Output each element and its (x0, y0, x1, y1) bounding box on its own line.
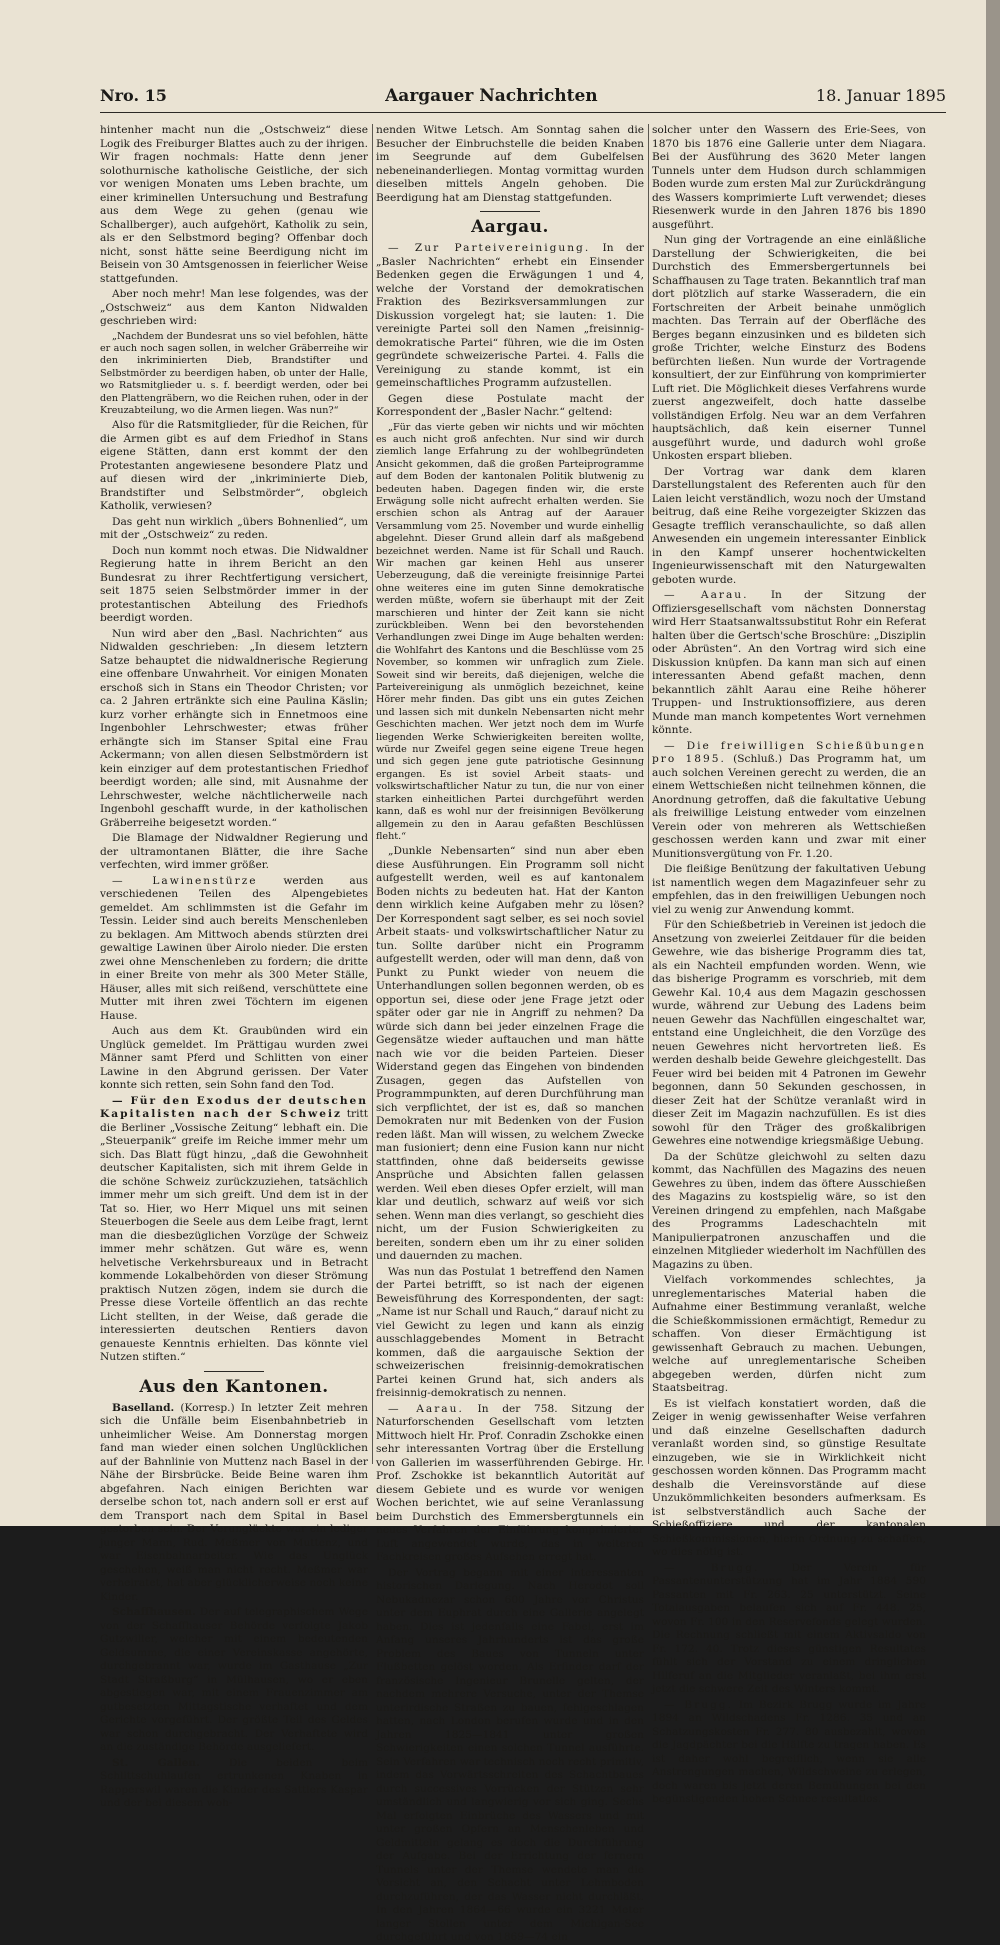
news-item (100, 1757, 368, 1811)
paragraph: Nun ging der Vortragende an eine einläßliche Darstellung der Schwierigkeiten, die bei Durchstich des Emmersbergertunnels bei Schaffhausen zu Tage traten. Bekanntlich traf man dort plötzlich auf starke Wasseradern, die ein Fortschreiten der Arbeit beinahe unmöglich machten. Das Terrain auf der Oberfläche des Berges begann einzusinken und es bildeten sich große Trichter, welche Einsturz des Bodens befürchten ließen. Nun wurde der Vortragende konsultiert, der zur Einführung von komprimierter Luft riet. Die Möglichkeit dieses Verfahrens wurde zuerst angezweifelt, doch hatte dasselbe vollständigen Erfolg. Neu war an dem Verfahren hauptsächlich, daß kein eiserner Tunnel ausgeführt wurde, und dadurch wohl große Unkosten erspart blieben. (652, 234, 926, 462)
paragraph: Der Vortrag begann mit einer interessanten historischen Darlegung. Nach Herodot soll Nebukadnezar schon 600 Jahre vor Christus unter dem Euphrat durch eine Gallerie angelegt haben. Dies ist jedenfalls eine Fabel, erst im Anfang unseres Jahrhunderts ist das große Problem des Baues von Tunneln unter Flußbetten gelöst worden. Als Erfinder darf der französische Ingenieur Brunelle gelten, der nachdem mehrere Versuche, unter der Themse unterirdische Straßen zu bauen, fehlgeschlagen hatten, nach London berufen wurde und in den Jahren 1825—1841 unter großen Schwierigkeiten einen solchen Tunnel ausführte. Sein Verfahren war technisch noch recht primitiv, indem das Vorwärtsschreiten des Schachtbaues durch successives Vorrücken der Stützen sehr umständlich und langwierig vor sich ging. Sechs Mal erfolgten Einbrüche des Wassers und mit unter großen Opfern an Menschenleben und Geldmitteln gelang es doch die Durchführung der Aufgabe. Bei der Errichtung der fernern Tunnels unter der Themse wendete man die Vorsicht an, den Schacht unter Lehmboden durchzuführen, der das Wasser nicht durchläßt. In den Jahren 1864—66 wurde ein 3221 Meter langer Stollen unter dem Michigan-See durchgeführt und von 1869—74 ein (376, 1566, 645, 1944)
item-text: Die beiden beim Schlittschuhlaufen ertrunkenen Knaben in Rapperswil waren die Kinder des Sattlers Kaspar und der bei diesem woh- (100, 1756, 369, 1810)
scan-edge (986, 0, 1000, 1526)
paragraph: Da der Schütze gleichwohl zu selten dazu kommt, das Nachfüllen des Magazins des neuen Gewehres zu üben, indem das öftere Ausschießen des Magazins zu kostspielig wäre, so ist den Vereinen dringend zu empfehlen, nach Maßgabe des Programms Ladeschachteln mit Manipulierpatronen anzuschaffen und die einzelnen Mitglieder wiederholt im Nachfüllen des Magazins zu üben. (652, 1150, 926, 1271)
item-lead: St. Gallen. (112, 1756, 200, 1769)
paragraph: Die Blamage der Nidwaldner Regierung und der ultramontanen Blätter, die ihre Sache verfechten, wird immer größer. (100, 832, 368, 872)
quote-paragraph: „Für das vierte geben wir nichts und wir möchten es auch nicht groß anfechten. Nur sind wir durch ziemlich lange Erfahrung zu der wohlbegründeten Ansicht gekommen, daß die großen Parteiprogramme auf dem Boden der kantonalen Politik blutwenig zu bedeuten haben. Dagegen finden wir, die erste Erwägung solle nicht aufrecht erhalten werden. Sie erschien schon als Antrag auf der Aarauer Versammlung vom 25. November und wurde einhellig abgelehnt. Dieser Grund allein darf als maßgebend bezeichnet werden. Name ist für Schall und Rauch. Wir machen gar keinen Hehl aus unserer Ueberzeugung, daß die vereinigte freisinnige Partei ohne weiteres eine im guten Sinne demokratische werden müßte, wofern sie überhaupt mit der Zeit marschieren und hinter der Zeit kann sie nicht zurückbleiben. Wenn bei den bevorstehenden Verhandlungen zwei Dinge im Auge behalten werden: die Wohlfahrt des Kantons und die Beschlüsse vom 25 November, so kommen wir unfraglich zum Ziele. Soweit sind wir bereits, daß diejenigen, welche die Parteivereinigung als unmöglich bezeichnet, keine Hörer mehr finden. Das gibt uns ein gutes Zeichen und lassen sich mit dunkeln Nebensarten nicht mehr Geschichten machen. Wer jetzt noch dem im Wurfe liegenden Werke Schwierigkeiten bereiten wollte, würde nur Zweifel gegen seine eigene Treue hegen und sich gegen jene gute patriotische Gesinnung ergangen. Es ist soviel Arbeit staats- und volkswirtschaftlicher Natur zu tun, die nur von einer starken einheitlichen Partei durchgeführt werden kann, daß es wohl nur der freisinnigen Bevölkerung allgemein zu den in Aarau gefaßten Beschlüssen fleht.“ (376, 421, 644, 842)
item-text: In der Sitzung der Offiziersgesellschaft vom nächsten Donnerstag wird Herr Staatsanwaltssubstitut Rohr ein Referat halten über die Gertsch'sche Broschüre: „Disziplin oder Abrüsten“. An den Vortrag wird sich eine Diskussion knüpfen. Da kann man sich auf einen interessanten Abend gefaßt machen, denn bekanntlich zählt Aarau eine Reihe höherer Truppen- und Instruktionsoffiziere, aus deren Munde man manch kompetentes Wort vernehmen könnte. (652, 589, 926, 736)
news-item (100, 1402, 368, 1605)
paragraph: Auch aus dem Kt. Graubünden wird ein Unglück gemeldet. Im Prättigau wurden zwei Männer samt Pferd und Schlitten von einer Lawine in den Abgrund gerissen. Der Vater konnte sich retten, sein Sohn fand den Tod. (100, 1025, 368, 1092)
newspaper-title: Aargauer Nachrichten (385, 86, 598, 106)
paragraph: Die fleißige Benützung der fakultativen Uebung ist namentlich wegen dem Magazinfeuer sehr zu empfehlen, das in den freiwilligen Uebungen noch viel zu wenig zur Anwendung kommt. (652, 863, 926, 916)
paragraph: Aber noch mehr! Man lese folgendes, was der „Ostschweiz“ aus dem Kanton Nidwalden geschrieben wird: (100, 288, 368, 327)
news-item (376, 242, 644, 391)
quote-paragraph: „Nachdem der Bundesrat uns so viel befohlen, hätte er auch noch sagen sollen, in welcher Gräberreihe wir den inkriminierten Dieb, Brandstifter und Selbstmörder zu beerdigen haben, ob unter der Halle, wo Ratsmitglieder u. s. f. beerdigt werden, oder bei den Plattengräbern, wo die Reichen ruhen, oder in der Kreuzabteilung, wo die Armen liegen. Was nun?“ (100, 330, 368, 416)
column-divider (648, 124, 649, 1464)
paragraph: solcher unter den Wassern des Erie-Sees, von 1870 bis 1876 eine Gallerie unter dem Niagara. Bei der Ausführung des 3620 Meter langen Tunnels unter dem Hudson durch schlammigen Boden wurde zum ersten Mal zur Zurückdrängung des Wassers komprimierte Luft verwendet; dieses Riesenwerk wurde in den Jahren 1876 bis 1890 ausgeführt. (652, 124, 926, 231)
issue-date: 18. Januar 1895 (815, 86, 946, 105)
paragraph: Für den Schießbetrieb in Vereinen ist jedoch die Ansetzung von zweierlei Zeitdauer für die beiden Gewehre, wie das bisherige Programm dies tat, als ein Nachteil empfunden worden. Wenn, wie das bisherige Programm es vorschrieb, mit dem Gewehr Kal. 10,4 aus dem Magazin geschossen wurde, während zur Uebung des Ladens beim neuen Gewehr das Nachfüllen eingeschaltet war, entstand eine Ungleichheit, die den Vorzüge des neuen Gewehres nicht hervortreten ließ. Es werden deshalb beide Gewehre gleichgestellt. Das Feuer wird bei beiden mit 4 Patronen im Gewehr begonnen, dann 50 Sekunden geschossen, in dieser Zeit hat der Schütze veranlaßt wird in dieser Zeit im Magazin nachzufüllen. Es ist dies sowohl für den Träger des großkalibrigen Gewehres eine notwendige kriegsmäßige Uebung. (652, 919, 926, 1147)
item-text: In der 758. Sitzung der Naturforschenden Gesellschaft vom letzten Mittwoch hielt Hr. Prof. Conradin Zschokke einen sehr interessanten Vortrag über die Erstellung von Gallerien im wasserführenden Gebirge. Hr. Prof. Zschokke ist bekanntlich Autorität auf diesem Gebiete und es wurde vor wenigen Wochen berichtet, wie auf seine Veranlassung beim Durchstich des Emmersbergtunnels ein neues Verfahren der Einführung komprimierter Luft angewendet wurde, das in weiteren Fachkreisen großes Aufsehen erregt hat. (376, 1402, 644, 1564)
paragraph: Also für die Ratsmitglieder, für die Reichen, für die Armen gibt es auf dem Friedhof in Stans eigene Stätten, dann erst kommt der den Protestanten angewiesene besondere Platz und auf diesen wird der „inkriminierte Dieb, Brandstifter und Selbstmörder“, obgleich Katholik, verwiesen? (100, 419, 368, 513)
paragraph: Der Vortrag war dank dem klaren Darstellungstalent des Referenten auch für den Laien leicht verständlich, wozu noch der Umstand beitrug, daß eine Reihe vorgezeigter Skizzen das Gesagte trefflich veranschaulichte, so daß allen Anwesenden ein ungemein interessanter Einblick in den Kampf unserer hochentwickelten Ingenieurwissenschaft mit den Naturgewalten geboten wurde. (652, 465, 926, 586)
item-lead: — Lawinenstürze (112, 874, 258, 887)
paragraph: „Dunkle Nebensarten“ sind nun aber eben diese Ausführungen. Ein Programm soll nicht aufgestellt werden, weil es auf kantonalem Boden nichts zu bedeuten hat. Hat der Kanton denn wirklich keine Aufgaben mehr zu lösen? Der Korrespondent sagt selber, es sei noch soviel Arbeit staats- und volkswirtschaftlicher Natur zu tun. Sollte darüber nicht ein Programm aufgestellt werden, oder will man denn, daß von Punkt zu Punkt wieder von neuem die Unterhandlungen sollen begonnen werden, ob es opportun sei, diese oder jene Frage jetzt oder später oder gar nie in Angriff zu nehmen? Da würde sich dann bei jeder einzelnen Frage die Gegensätze wieder auftauchen und man hätte nach wie vor die beiden Parteien. Dieser Widerstand gegen das Eingehen von bindenden Zusagen, gegen das Aufstellen von Programmpunkten, auf deren Durchführung man sich verpflichtet, der ist es, daß so manchen Demokraten nur mit Bedenken von der Fusion reden läßt. Man will wissen, zu welchem Zwecke man fusioniert; denn eine Fusion kann nur nicht stattfinden, ohne daß beiderseits gewisse Ansprüche und Absichten fallen gelassen werden. Weil eben dieses Opfer erzielt, will man klar und deutlich, schwarz auf weiß vor sich sehen. Wenn man dies verlangt, so geschieht dies nicht, um der Fusion Schwierigkeiten zu bereiten, sondern eben um ihr zu einer soliden und dauernden zu machen. (376, 845, 644, 1263)
item-text: (Schluß.) Das Programm hat, um auch solchen Vereinen gerecht zu werden, die an einem Wettschießen nicht teilnehmen können, die Anordnung getroffen, daß die fakultative Uebung als freiwillige Leistung entweder vom einzelnen Verein oder von mehreren als Wettschießen geschossen werden kann und zwar mit einer Munitionsvergütung von Fr. 1.20. (652, 753, 927, 860)
item-lead: Baselland. (112, 1401, 175, 1414)
paragraph: hintenher macht nun die „Ostschweiz“ diese Logik des Freiburger Blattes auch zu der ihrigen. Wir fragen nochmals: Hatte denn jener solothurnische katholische Geistliche, der sich vor wenigen Monaten ums Leben brachte, um einer kriminellen Untersuchung und Bestrafung aus dem Wege zu gehen (genau wie Schallberger), auch aufgehört, Katholik zu sein, als er den Selbstmord beging? Offenbar doch nicht, sonst hätte seine Beerdigung nicht im Beisein von 30 Amtsgenossen in feierlicher Weise stattgefunden. (100, 124, 368, 285)
news-item (652, 1699, 926, 1807)
column-2 (376, 124, 645, 1944)
item-lead: Schaffhausen. (112, 1606, 196, 1619)
column-divider (372, 124, 373, 1464)
item-text: Der auf telegraphischem Wege von der Schaffhauser Behörde verfolgte Jakob Gutzwiller, welcher mit einem bedeutenden Geldsumme, die einer Vereinskasse angehörte, durchgebrannt war, wurde im Gasthause „Zur Stadt Straßburg“ in Mülhausen, wo er eben abgestiegen war, mit einem Frauenzimmer am gutbesetzten Mittagstische verhaftet und dem Gerichte vorgeführt. Der größte Teil des Geldes war schon durchgebracht. Der Verhaftete wird an die zuständige Behörde ausgeliefert. (100, 1606, 368, 1754)
item-text: In der „Basler Nachrichten“ erhebt ein Einsender Bedenken gegen die Erwägungen 1 und 4, welche der Vorstand der demokratischen Fraktion des Bezirksversammlungen zur Diskussion vorgelegt hat; sie lauten: 1. Die vereinigte Partei soll den Namen „freisinnig-demokratische Partei“ führen, wie die im Osten gegründete schweizerische Partei. 4. Falls die Vereinigung zu stande kommt, ist ein gemeinschaftliches Programm aufzustellen. (376, 242, 644, 389)
item-text: Der Verein für Passantenunterstützung hat im Jahr 1884 590 Passanten mit Fr. 263. 25 unterstützt. Seine Totalausgaben belaufen sich auf Fr. 448. 25, wovon Fr. 100 in den Reservefonds gelegt wurden. Die Rechnung schließt mit einem Aktivsaldo von Fr. 172. 40. Trotz dieses günstigen Resultates fühlt sich der Vorstand zu einem dringlichen Hilferuf an die Mitglieder veranlaßt, bei ihm erst jetzt die schwere Zeit des Winters kommt. (652, 1561, 926, 1695)
paragraph: Nun wird aber den „Basl. Nachrichten“ aus Nidwalden geschrieben: „In diesem letztern Satze behauptet die nidwaldnerische Regierung eine offenbare Unwahrheit. Vor einigen Monaten erschoß sich in Stans ein Theodor Christen; vor ca. 2 Jahren ertränkte sich eine Paulina Käslin; kurz vorher erhängte sich in Ennetmoos eine Ingenbohler Lehrschwester; etwas früher erhängte sich im Stanser Spital eine Frau Ackermann; von allen diesen Selbstmördern ist kein einziger auf dem protestantischen Friedhof beerdigt worden; alle sind, mit Ausnahme der Lehrschwester, welche nächtlicherweile nach Ingenbohl geschafft wurde, in der katholischen Gräberreihe beigesetzt worden.“ (100, 627, 368, 829)
column-3 (652, 124, 927, 1805)
item-text: tritt die Berliner „Vossische Zeitung“ lebhaft ein. Die „Steuerpanik“ greife im Reiche immer mehr um sich. Das Blatt fügt hinzu, „daß die Gewohnheit deutscher Kapitalisten, sich mit ihrem Gelde in die schöne Schweiz zurückzuziehen, tatsächlich immer mehr um sich greift. Und dem ist in der Tat so. Hier, wo Herr Miquel uns mit seinen Steuerbogen die Seele aus dem Leibe fragt, lernt man die diesbezüglichen Vorzüge der Schweiz immer mehr schätzen. Gut wäre es, wenn helvetische Verkehrsbureaux und in Betracht kommende Lokalbehörden von dieser Strömung praktisch Nutzen zögen, indem sie durch die Presse diese Vorteile öffentlich an das rechte Licht stellten, in der Weise, daß gerade die interessierten deutschen Rentiers davon genaueste Kenntnis erhielten. Das könnte viel Nutzen stiften.“ (100, 1108, 368, 1364)
paragraph: Was nun das Postulat 1 betreffend den Namen der Partei betrifft, so ist nach der eigenen Beweisführung des Korrespondenten, der sagt: „Name ist nur Schall und Rauch,“ darauf nicht zu viel Gewicht zu legen und kann als einzig ausschlaggebendes Moment in Betracht kommen, daß die aargauische Sektion der schweizerischen freisinnig-demokratischen Partei keinen Grund hat, sich anders als freisinnig-demokratisch zu nennen. (376, 1265, 644, 1400)
section-heading: Aus den Kantonen. (100, 1371, 368, 1398)
item-lead: — Aarau. (664, 589, 749, 601)
paragraph: Gegen diese Postulate macht der Korrespondent der „Basler Nachr.“ geltend: (376, 392, 644, 418)
item-lead: — Für den Exodus der deutschen Kapitalisten nach der Schweiz (100, 1094, 368, 1121)
news-item (652, 589, 926, 738)
news-item (100, 1095, 368, 1365)
item-lead: — Zur Parteivereinigung. (388, 242, 591, 254)
item-lead: — Die freiwilligen Schießübungen pro 1895. (652, 739, 926, 765)
column-1 (100, 124, 369, 1810)
paragraph: nenden Witwe Letsch. Am Sonntag sahen die Besucher der Einbruchstelle die beiden Knaben im Seegrunde auf dem Gubelfelsen nebeneinanderliegen. Montag vormittag wurden dieselben mittels Angeln gehoben. Die Beerdigung hat am Dienstag stattgefunden. (376, 124, 644, 204)
paragraph: Vielfach vorkommendes schlechtes, ja unreglementarisches Material haben die Aufnahme einer Bestimmung veranlaßt, welche die Schießkommissionen ermächtigt, Remedur zu schaffen. Von dieser Ermächtigung ist gewissenhaft Gebrauch zu machen. Uebungen, welche auf unreglementarische Scheiben abgegeben werden, dürfen nicht zum Staatsbeitrag. (652, 1274, 926, 1394)
item-lead: — Aarau. (388, 1402, 464, 1415)
item-lead: — Brugg. (664, 1698, 734, 1711)
news-item (100, 875, 368, 1024)
issue-number: Nro. 15 (100, 86, 167, 105)
header-rule (100, 112, 946, 113)
item-lead: — Brugg. (664, 1561, 760, 1574)
paragraph: Es ist vielfach konstatiert worden, daß die Zeiger in wenig gewissenhafter Weise verfahren und daß einzelne Gesellschaften dadurch veranlaßt worden sind, so günstige Resultate einzugeben, wie sie in Wirklichkeit nicht geschossen worden können. Das Programm macht deshalb die Vereinsvorstände auf diese Unzukömmlichkeiten besonders aufmerksam. Es ist selbstverständlich auch Sache der Schießoffiziere und der kantonalen Schießkommissionen, hierin Ordnung zu schaffen, wo dies nötig ist. (652, 1397, 926, 1558)
news-item (652, 1562, 926, 1697)
news-item (100, 1606, 368, 1755)
item-text: Im Bezirk Brugg wurde im Jahre 1894 an Wildschadens Fr. 1286. 35 und an Schatzungskosten Fr. 277. 80 ausbezahlt, wovon die Jagdpächter bei die Hälfte zu tragen haben. Es ist daher wohl begreiflich, wenn sie alle Anstrengungen machen, Wildschweine zu erlegen, doch waren bis jetzt deren Bemühungen bei den begünstigenden hohen Schnee resultatlos. (652, 1698, 926, 1805)
item-text: werden aus verschiedenen Teilen des Alpengebietes gemeldet. Am schlimmsten ist die Gefahr im Tessin. Leider sind auch bereits Menschenleben zu beklagen. Am Mittwoch abends stürzten drei gewaltige Lawinen über Airolo nieder. Die ersten zwei ohne Menschenleben zu fordern; die dritte in einer Breite von mehr als 300 Meter Ställe, Häuser, alles mit sich reißend, verschüttete eine Mutter mit ihren zwei Töchtern im eigenen Hause. (100, 874, 368, 1022)
paragraph: Das geht nun wirklich „übers Bohnenlied“, um mit der „Ostschweiz“ zu reden. (100, 515, 368, 542)
news-item (376, 1403, 644, 1565)
section-heading: Aargau. (376, 211, 644, 238)
item-text: (Korresp.) In letzter Zeit mehren sich die Unfälle beim Eisenbahnbetrieb in unheimlicher Weise. Am Donnerstag morgen fand man wieder einen solchen Unglücklichen auf der Bahnlinie von Muttenz nach Basel in der Nähe der Birsbrücke. Beide Beine waren ihm abgefahren. Nach einigen Berichten war derselbe schon tot, nach andern soll er erst auf dem Transport nach dem Spital in Basel gestorben sein. Der Verunglückte war ein lediger junger Mann, Rud. Meßmer von Muttenz, und war Eisenbahnarbeiter. Wie das Unglück geschehen, weiß man nicht recht. Meßmer war verheiratet, hat aber glücklicherweise noch keine Kinder. (100, 1401, 368, 1603)
paragraph: Doch nun kommt noch etwas. Die Nidwaldner Regierung hatte in ihrem Bericht an den Bundesrat zu ihrer Rechtfertigung versichert, seit 1875 seien Selbstmörder immer in der protestantischen Abteilung des Friedhofs beerdigt worden. (100, 544, 368, 625)
news-item (652, 740, 926, 862)
running-head (100, 86, 946, 110)
